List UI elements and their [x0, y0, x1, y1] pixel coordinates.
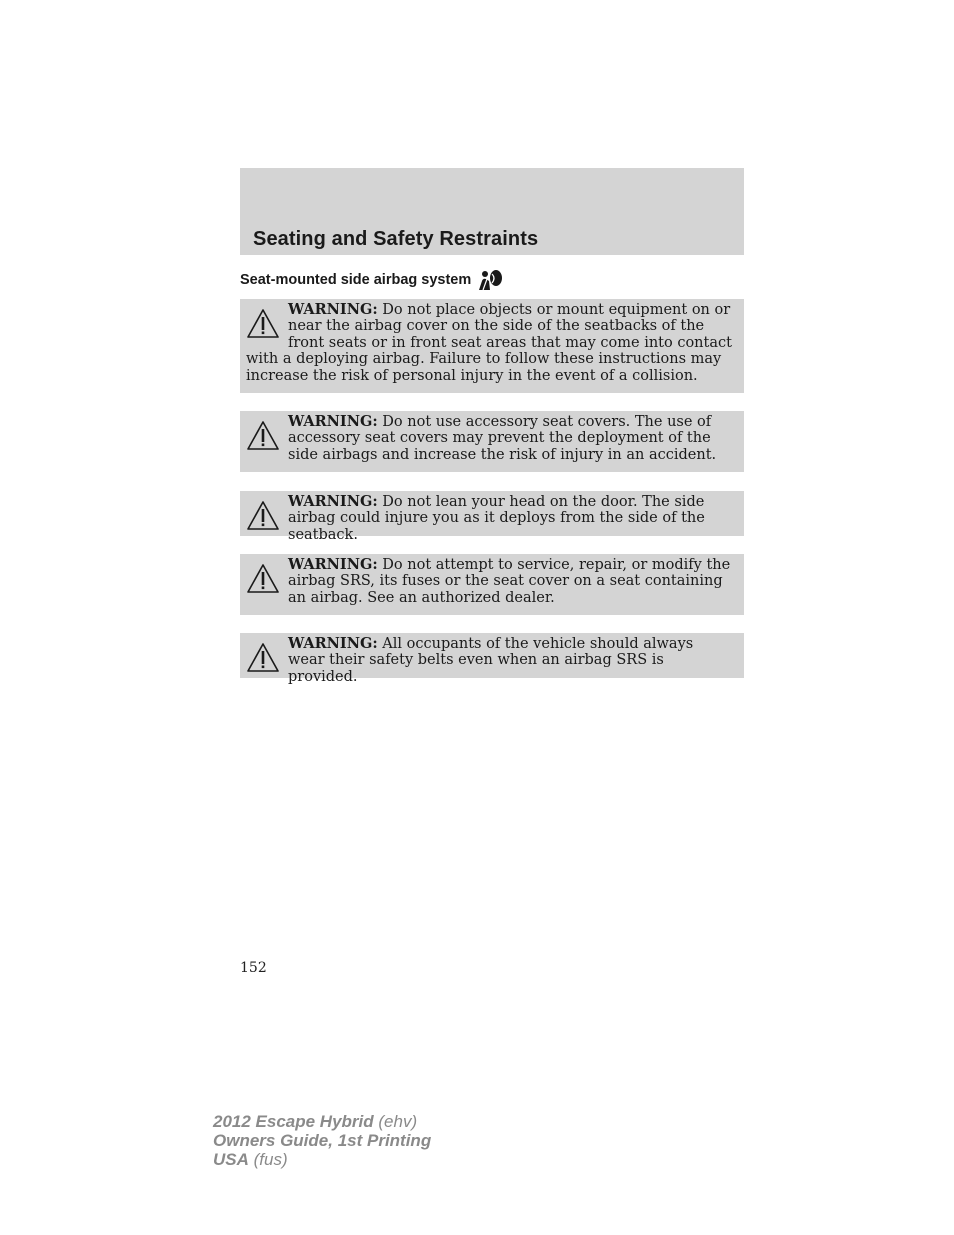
footer-market: USA	[213, 1150, 249, 1169]
warning-text: All occupants of the vehicle should always wear their safety belts even when an airbag SRS is provided.	[288, 636, 694, 685]
warning-label: WARNING:	[288, 301, 378, 318]
warning-box	[240, 554, 744, 615]
subheading	[240, 268, 503, 292]
warning-triangle-icon	[246, 308, 280, 339]
warning-triangle-icon	[246, 420, 280, 451]
section-title: Seating and Safety Restraints	[253, 228, 539, 250]
footer-market-code: (fus)	[253, 1150, 288, 1169]
warning-triangle-icon	[246, 500, 280, 531]
warning-label: WARNING:	[288, 635, 378, 652]
footer-line-2: Owners Guide, 1st Printing	[213, 1131, 432, 1150]
warning-box	[240, 633, 744, 685]
page-number: 152	[240, 960, 267, 976]
footer	[213, 1112, 431, 1169]
warning-triangle-icon	[246, 642, 280, 673]
warning-label: WARNING:	[288, 413, 378, 430]
footer-model: 2012 Escape Hybrid	[213, 1112, 374, 1131]
section-header	[240, 168, 744, 255]
footer-model-code: (ehv)	[378, 1112, 418, 1131]
warning-text: Do not attempt to service, repair, or modify the airbag SRS, its fuses or the seat cover on a seat containing an airbag. See an authorized dealer.	[288, 557, 731, 606]
subheading-text: Seat-mounted side airbag system	[240, 272, 472, 288]
footer-line-3	[213, 1150, 431, 1169]
warning-text: Do not lean your head on the door. The side airbag could injure you as it deploys from the side of the seatback.	[288, 494, 705, 543]
warning-box	[240, 411, 744, 472]
warning-box	[240, 491, 744, 543]
warning-text: Do not use accessory seat covers. The use of accessory seat covers may prevent the deployment of the side airbags and increase the risk of injury in an accident.	[288, 414, 717, 463]
warning-label: WARNING:	[288, 556, 378, 573]
footer-line-1	[213, 1112, 431, 1131]
seat-airbag-icon	[477, 269, 503, 291]
warning-triangle-icon	[246, 563, 280, 594]
warning-text: Do not place objects or mount equipment on or near the airbag cover on the side of the seatbacks of the front seats or in front seat areas that may come into contact with a deploying airbag. Failure to follow these instructions may increase the risk of personal injury in the event of a collision.	[246, 302, 732, 384]
warning-label: WARNING:	[288, 493, 378, 510]
warning-box	[240, 299, 744, 393]
